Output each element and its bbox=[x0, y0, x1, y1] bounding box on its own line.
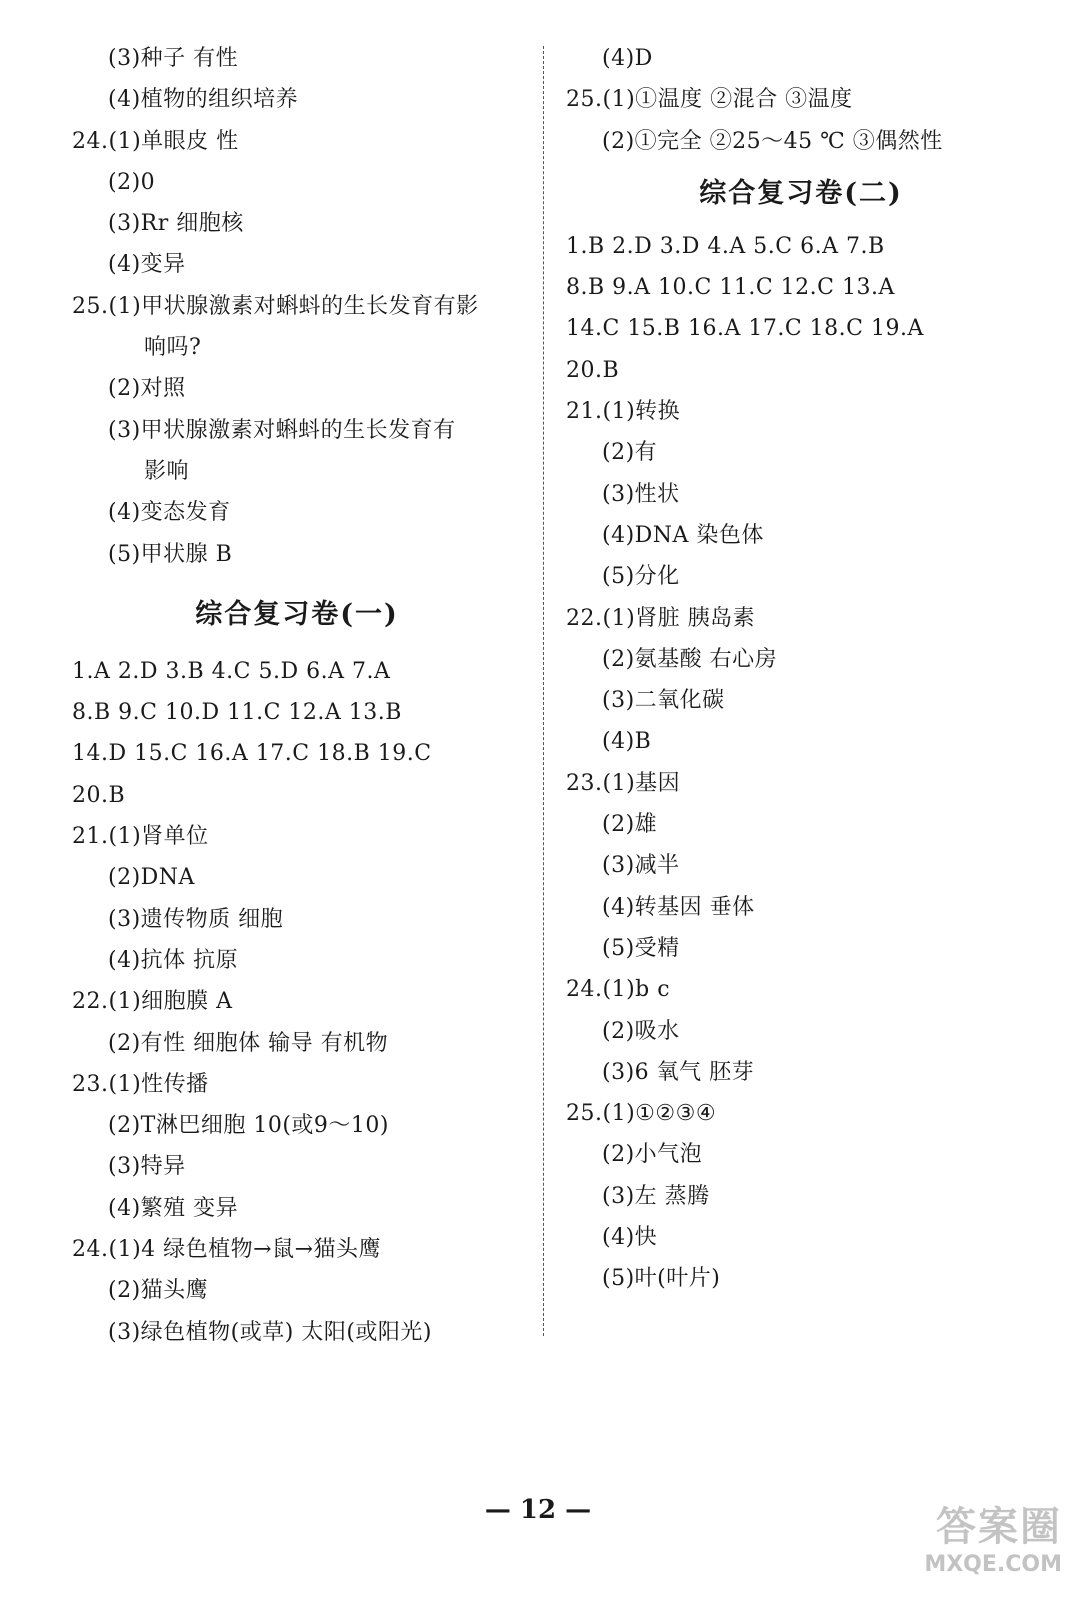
watermark-logo: 答案圈 bbox=[936, 1504, 1062, 1550]
answer-line: 25.(1)①温度 ②混合 ③温度 bbox=[566, 87, 853, 113]
answer-line: (4)变态发育 bbox=[108, 500, 231, 526]
page-number: — 12 — bbox=[484, 1495, 592, 1525]
answer-line: (2)①完全 ②25～45 ℃ ③偶然性 bbox=[602, 128, 943, 154]
answer-line: 14.C 15.B 16.A 17.C 18.C 19.A bbox=[566, 316, 924, 342]
answer-line: 22.(1)细胞膜 A bbox=[72, 989, 233, 1015]
answer-line: (4)DNA 染色体 bbox=[602, 522, 764, 548]
section-heading-review-2: 综合复习卷(二) bbox=[699, 177, 903, 209]
answer-line: (2)0 bbox=[108, 169, 156, 195]
answer-line: (2)有性 细胞体 输导 有机物 bbox=[108, 1030, 389, 1056]
answer-line: (2)雄 bbox=[602, 812, 658, 838]
answer-line: (3)性状 bbox=[602, 481, 680, 507]
answer-line: (2)对照 bbox=[108, 376, 186, 402]
right-answers-part-1 bbox=[566, 38, 1036, 162]
answer-line: 22.(1)肾脏 胰岛素 bbox=[566, 605, 756, 631]
answer-line: (4)繁殖 变异 bbox=[108, 1195, 239, 1221]
answer-line: 25.(1)①②③④ bbox=[566, 1101, 717, 1127]
answer-line: (3)种子 有性 bbox=[108, 46, 239, 71]
answer-line: (3)减半 bbox=[602, 853, 680, 879]
answer-line: 24.(1)4 绿色植物→鼠→猫头鹰 bbox=[72, 1237, 382, 1263]
answer-line: (3)特异 bbox=[108, 1154, 186, 1180]
answer-line: (4)转基因 垂体 bbox=[602, 894, 755, 920]
watermark bbox=[922, 1502, 1062, 1592]
right-column bbox=[566, 38, 1036, 1300]
watermark-site: MXQE.COM bbox=[924, 1552, 1062, 1577]
answer-line: 23.(1)性传播 bbox=[72, 1071, 209, 1097]
answer-line: 24.(1)单眼皮 性 bbox=[72, 128, 239, 154]
answer-line: 8.B 9.C 10.D 11.C 12.A 13.B bbox=[72, 700, 402, 726]
answer-line: (2)小气泡 bbox=[602, 1142, 703, 1168]
answer-line: 14.D 15.C 16.A 17.C 18.B 19.C bbox=[72, 741, 432, 767]
answer-line: 24.(1)b c bbox=[566, 977, 671, 1003]
answer-line: 25.(1)甲状腺激素对蝌蚪的生长发育有影 bbox=[72, 293, 479, 319]
section-heading-review-1: 综合复习卷(一) bbox=[195, 598, 399, 630]
answer-line: (3)甲状腺激素对蝌蚪的生长发育有 bbox=[108, 417, 456, 443]
answer-line: (3)Rr 细胞核 bbox=[108, 211, 244, 237]
answer-line: (2)T淋巴细胞 10(或9～10) bbox=[108, 1113, 389, 1139]
answer-line: 21.(1)转换 bbox=[566, 399, 681, 425]
left-answers-part-2 bbox=[72, 651, 542, 1353]
answer-line: (3)6 氧气 胚芽 bbox=[602, 1059, 755, 1085]
answer-line: (5)受精 bbox=[602, 935, 680, 961]
answer-line: (5)分化 bbox=[602, 564, 680, 590]
answer-line: (2)猫头鹰 bbox=[108, 1278, 209, 1304]
answer-line: (5)叶(叶片) bbox=[602, 1266, 721, 1292]
answer-line: 8.B 9.A 10.C 11.C 12.C 13.A bbox=[566, 275, 895, 301]
right-answers-part-2 bbox=[566, 226, 1036, 1300]
answer-line: 23.(1)基因 bbox=[566, 770, 681, 796]
answer-line: (4)变异 bbox=[108, 252, 186, 278]
answer-line: 影响 bbox=[144, 458, 190, 484]
answer-line: (3)二氧化碳 bbox=[602, 688, 725, 714]
answer-line: 响吗? bbox=[144, 335, 202, 361]
answer-line: (4)抗体 抗原 bbox=[108, 947, 239, 973]
answer-line: (4)B bbox=[602, 729, 652, 755]
answer-line: (2)吸水 bbox=[602, 1018, 680, 1044]
answer-line: (2)氨基酸 右心房 bbox=[602, 646, 778, 672]
answer-line: (3)左 蒸腾 bbox=[602, 1183, 710, 1209]
answer-line: (4)D bbox=[602, 46, 653, 71]
answer-line: (2)DNA bbox=[108, 865, 195, 891]
answer-line: 20.B bbox=[72, 782, 126, 808]
answer-line: (5)甲状腺 B bbox=[108, 541, 233, 567]
answer-line: 1.B 2.D 3.D 4.A 5.C 6.A 7.B bbox=[566, 233, 885, 259]
answer-line: (3)绿色植物(或草) 太阳(或阳光) bbox=[108, 1319, 432, 1345]
answer-line: 20.B bbox=[566, 357, 620, 383]
answer-line: (4)植物的组织培养 bbox=[108, 87, 299, 113]
answer-line: (3)遗传物质 细胞 bbox=[108, 906, 284, 932]
answer-line: 1.A 2.D 3.B 4.C 5.D 6.A 7.A bbox=[72, 658, 391, 684]
answer-line: 21.(1)肾单位 bbox=[72, 824, 209, 850]
column-divider bbox=[543, 46, 544, 1336]
answer-line: (4)快 bbox=[602, 1225, 658, 1251]
left-answers-part-1 bbox=[72, 38, 542, 575]
left-column bbox=[72, 38, 542, 1353]
answer-line: (2)有 bbox=[602, 440, 658, 466]
